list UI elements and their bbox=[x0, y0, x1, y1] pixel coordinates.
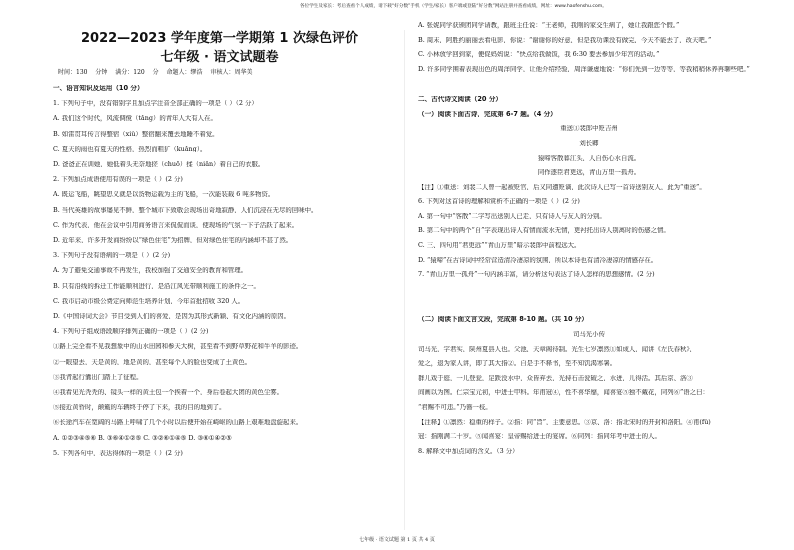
score-notice: 各位学生及家长：考后查看个人成绩，请下载“好分数”手机（学生/家长）客户端或登陆“好分数”网站注册并查看成绩，网址：www.haofenshu.com。 bbox=[300, 4, 607, 9]
text-line: A. 我们这个时代，风流倜傥（tǎng）的青年人大有人在。 bbox=[53, 115, 217, 122]
text-line: B. 周末，阿胜约丽丽去看电影，你说：“谢谢你的好意，但是我功课没有做完，今天不能去了，改天吧。” bbox=[418, 36, 712, 44]
text-line: （一）阅读下面古诗，完成第 6-7 题。（4 分） bbox=[418, 110, 557, 118]
text-line: 猿啼客散暮江头，人自伤心水自流。 bbox=[537, 154, 641, 161]
exam-info: 时间：130 分钟 满分：120 分 命题人：缪浩 审核人：周华美 bbox=[58, 69, 253, 76]
text-line: D. 许多同学围着表现出色的周洋同学，让他介绍经验，周洋谦虚地说：“你们先到一边等等，等我稍稍休养再聊些吧。” bbox=[418, 65, 750, 73]
text-line: D. 近年来，许多开发商纷纷以“绿色住宅”为招牌，但对绿色住宅的内涵却不甚了然。 bbox=[53, 237, 293, 244]
text-line: 7. “青山万里一孤舟”一句内涵丰富，请分析这句表达了诗人怎样的思想感情。(2 分) bbox=[418, 271, 655, 278]
text-line: 二、古代诗文阅读（20 分） bbox=[418, 95, 503, 103]
text-line: 司马光小传 bbox=[573, 331, 605, 338]
text-line: ⑤接近黄昏时，颠簸的车辆终于停了下来，我的目的地到了。 bbox=[53, 404, 226, 411]
text-line: C. 小林放学回到家，便促妈妈说：“快点给我做饭，我 6:30 要去参加少年宫的活动。” bbox=[418, 51, 660, 58]
text-line: 5. 下列各句中，表达得体的一项是（ ）(2 分) bbox=[53, 449, 183, 457]
text-line: ③我背起行囊出门踏上了征程。 bbox=[53, 373, 143, 381]
page-footer: 七年级 · 语文试题 第 1 页 共 4 页 bbox=[359, 537, 435, 543]
text-line: A. ①②③④⑤⑥ B. ③⑥④①②⑤ C. ③②⑥①④⑤ D. ③⑥①④②⑤ bbox=[53, 434, 232, 442]
text-line: A. 为了避免交通事故不再发生，我校加强了交通安全的教育和管理。 bbox=[53, 267, 248, 274]
text-line: C. 作为代表，他在会议中引用商务语言来侃侃而谈，使现场的气氛一下子活跃了起来。 bbox=[53, 221, 299, 229]
text-line: 4. 下列句子组成语段顺序排列正确的一项是（ ）(2 分) bbox=[53, 328, 209, 335]
text-line: ①路上完全看不见我想象中的山水田园和参天大树，甚至看不到野草野花和牛羊的影迹。 bbox=[53, 343, 303, 350]
text-line: 重送①裴郎中贬吉州 bbox=[560, 125, 618, 132]
text-line: 8. 解释文中加点词的含义。（3 分） bbox=[418, 447, 519, 455]
right-column bbox=[418, 14, 760, 454]
text-line bbox=[418, 301, 760, 308]
text-line: ⑥长途汽车在宽阔的马路上呼啸了几个小时以后便开始在崎岖的山路上艰难地盘旋起来。 bbox=[53, 419, 303, 426]
text-line: B. 如雷贯耳传言得整宿（xiǔ）整宿翻来覆去地睡不着觉。 bbox=[53, 130, 219, 137]
text-line bbox=[418, 81, 760, 88]
text-line: 群儿戏于庭，一儿登瓮，足跌没水中，众皆弃去，光持石击瓮破之，水迸，儿得活。其后京、洛③ bbox=[418, 374, 693, 382]
right-question-list bbox=[418, 22, 760, 454]
left-column bbox=[53, 14, 386, 456]
left-question-list bbox=[53, 85, 386, 456]
text-line: 冠：指刚满二十岁。⑤闻喜宴：皇帝赐给进士的宴席。⑥同列：指同年考中进士的人。 bbox=[418, 433, 661, 440]
exam-subtitle: 七年级 · 语文试题卷 bbox=[160, 50, 279, 65]
text-line: 间画以为图。仁宗宝元初，中进士甲科。年甫冠④，性不喜华靡，闻喜宴⑤独不戴花，同列⑥”语之曰： bbox=[418, 389, 709, 396]
text-line bbox=[418, 286, 760, 293]
text-line: C. 夏天的雨也有夏天的性格，热烈而粗犷（kuǎng）。 bbox=[53, 145, 207, 153]
text-line: 【注释】①凛然：稳重的样子。②指：同“旨”，主要意思。③京、洛：指北宋时的开封和洛阳。④甫(fǔ) bbox=[418, 418, 711, 425]
exam-title: 2022—2023 学年度第一学期第 1 次绿色评价 bbox=[81, 31, 358, 46]
text-line: “君赐不可违。”乃簪一枝。 bbox=[418, 403, 492, 411]
text-line: 【注】①重送：刘裴二人曾一起被贬官，后又同遭贬谪，此次诗人已写一首诗送别友人，此为“重送”。 bbox=[418, 183, 706, 191]
text-line: 刘长卿 bbox=[579, 139, 599, 147]
text-line: （二）阅读下面文言文段，完成第 8-10 题。（共 10 分） bbox=[418, 316, 589, 323]
column-divider bbox=[404, 30, 405, 530]
text-line: B. 第二句中的两个“自”字表现出诗人有情而流水无情，更衬托出诗人别离时的伤感之情。 bbox=[418, 227, 670, 234]
text-line: D.《中国诗词大会》节目受到人们的喜爱，是因为其形式新颖、有文化内涵的原因。 bbox=[53, 313, 290, 320]
text-line: 司马光，字君实，陕州夏县人也。父池，天章阁待制。光生七岁凛然①如成人，闻讲《左氏春秋》， bbox=[418, 345, 696, 352]
text-line: 2. 下列加点成语使用有误的一项是（ ）(2 分) bbox=[53, 176, 183, 183]
text-line: C. 我市启动市级公费定向师范生培养计划，今年首批招收 320 人。 bbox=[53, 297, 245, 305]
text-line: D. “猿啼”在古诗词中经常营造清冷凄凉的氛围，所以本诗也有清冷凄凉的情感存在。 bbox=[418, 256, 658, 264]
text-line: D. 爸爸正在训她，她低着头无奈地搓（chuō）揉（niǎn）着自己的衣服。 bbox=[53, 161, 265, 168]
text-line: A. 第一句中“客散”二字写出送别人已走，只有诗人与友人的分别。 bbox=[418, 212, 606, 220]
text-line: 爱之，退为家人讲，即了其大指②。自是手不释书，至不知饥渴寒暑。 bbox=[418, 360, 617, 367]
text-line: 6. 下列对这首诗的理解和赏析不正确的一项是（ ）(2 分) bbox=[418, 198, 580, 205]
text-line: A. 张妮同学获颁团同学请教，跟班主任说：“王老师，我刚的家交生病了，她让我跟您个假。” bbox=[418, 22, 680, 29]
text-line: 同作逐臣君更远，青山万里一孤舟。 bbox=[537, 169, 641, 176]
text-line: ④我看见光秃秃的、镜头一样的黄土包一个挨着一个，身后卷起大团的黄色尘雾。 bbox=[53, 389, 284, 396]
text-line: ②一眼望去，天是黄的，地是黄的，甚至每个人的脸也变成了土黄色。 bbox=[53, 358, 252, 366]
text-line: B. 当代英雄的故事屡见不鲜，整个城市下致敬会现场出奇地寂静，人们沉浸在无尽的回味中。 bbox=[53, 206, 318, 214]
text-line: B. 只有沿线的拆迁工作能顺利进行，是沿江风光带顺利施工的条件之一。 bbox=[53, 282, 260, 290]
text-line: 3. 下列句子没有语病的一项是（ ）(2 分) bbox=[53, 252, 171, 259]
text-line: C. 三、四句用“君更远”“青山万里”暗示裴郎中前程远大。 bbox=[418, 242, 581, 249]
text-line: A. 既运飞船，眺望思义就是以货物运载为主的飞船，一次能装载 6 吨多物资。 bbox=[53, 191, 275, 198]
text-line: 一、语言知识及运用（10 分） bbox=[53, 84, 144, 92]
text-line: 1. 下列句子中，没有错别字且加点字注音全部正确的一项是（ ）（2 分） bbox=[53, 100, 258, 107]
